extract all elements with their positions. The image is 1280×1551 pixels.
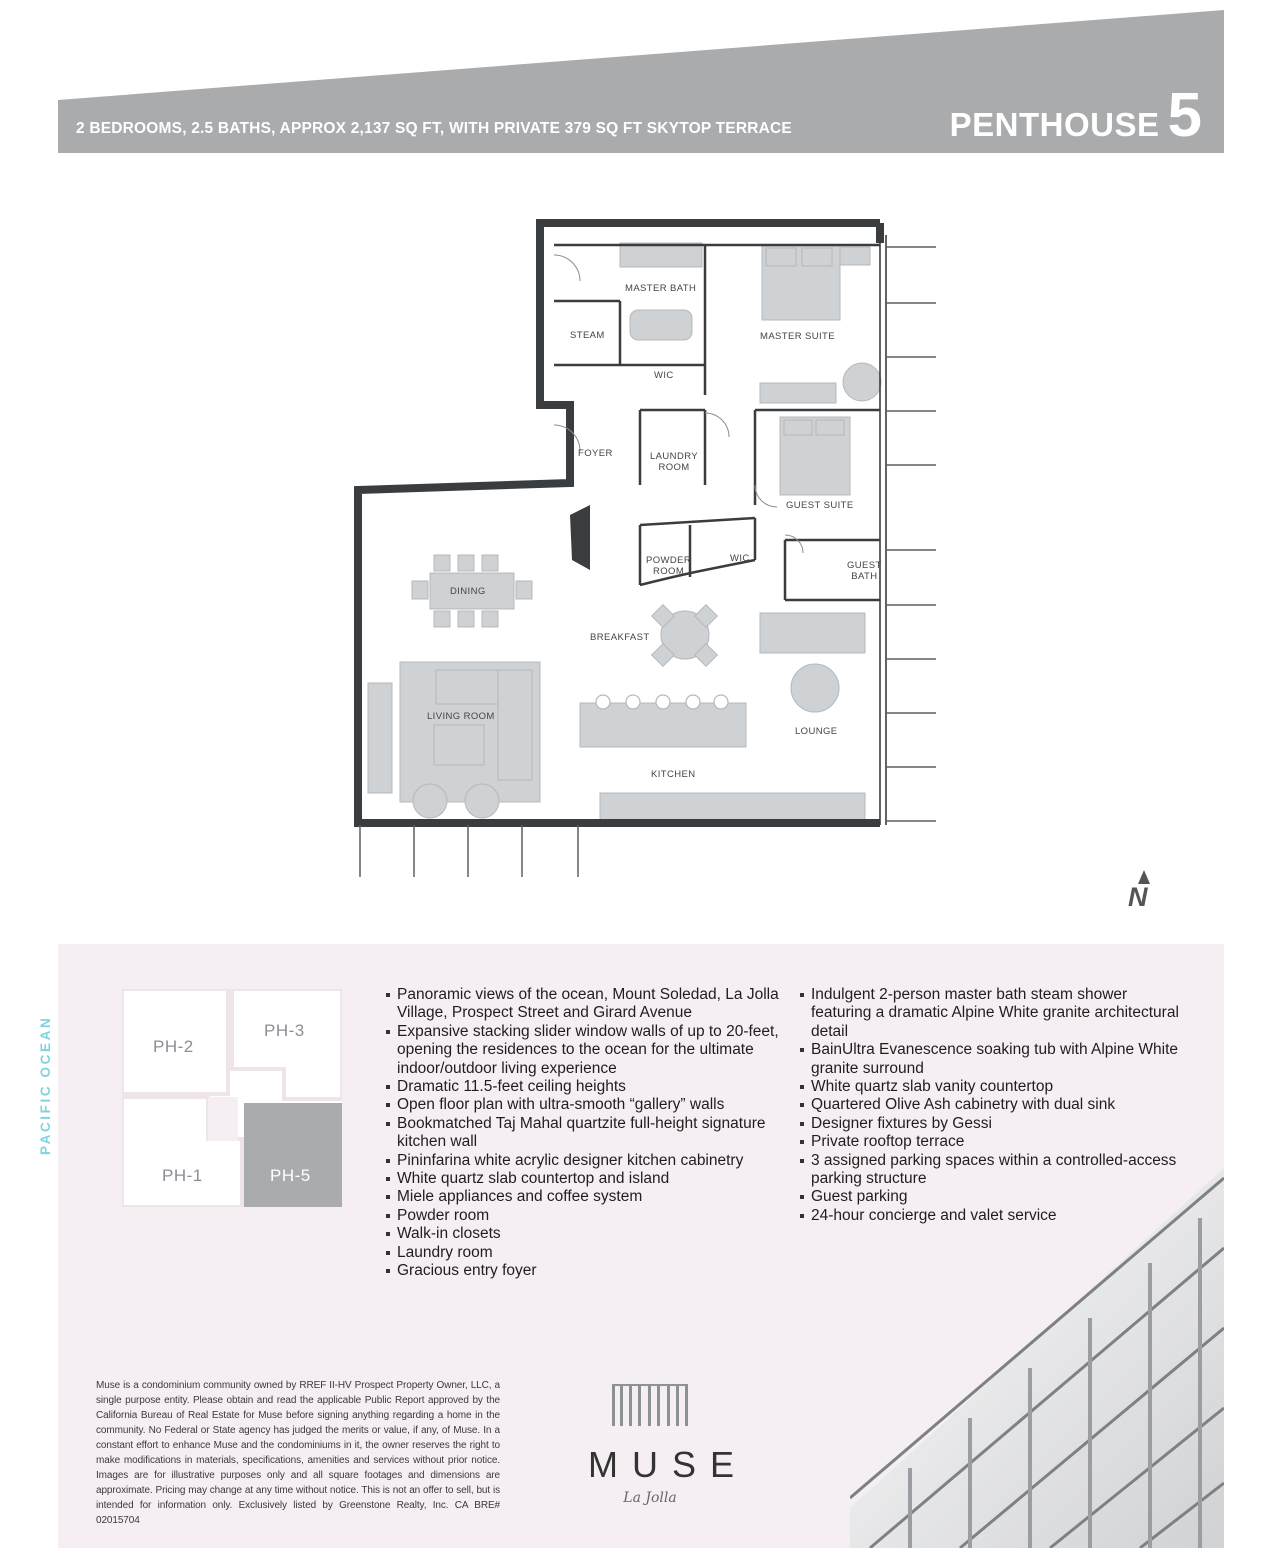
feature-item: White quartz slab vanity countertop — [799, 1078, 1179, 1096]
muse-logo — [580, 1380, 749, 1510]
room-wic-guest: WIC — [730, 553, 750, 564]
room-guest-bath-line2: BATH — [851, 571, 878, 582]
room-foyer: FOYER — [578, 448, 613, 459]
feature-item: Miele appliances and coffee system — [385, 1188, 785, 1206]
muse-logo-wordmark: MUSE — [588, 1444, 749, 1485]
room-living-room: LIVING ROOM — [427, 711, 495, 722]
room-guest-suite: GUEST SUITE — [786, 500, 854, 511]
room-laundry-line1: LAUNDRY — [650, 451, 699, 462]
features-list-left — [385, 986, 785, 1281]
feature-item: Powder room — [385, 1207, 785, 1225]
feature-item: Laundry room — [385, 1244, 785, 1262]
feature-item: Indulgent 2-person master bath steam shower featuring a dramatic Alpine White granite architectural detail — [799, 986, 1179, 1041]
room-wic-master: WIC — [654, 370, 674, 381]
room-powder-line2: ROOM — [653, 566, 685, 577]
room-dining: DINING — [450, 586, 486, 597]
room-powder — [646, 555, 691, 577]
header-banner — [0, 0, 1280, 160]
room-breakfast: BREAKFAST — [590, 632, 650, 643]
unit-title — [950, 80, 1202, 151]
feature-item: Bookmatched Taj Mahal quartzite full-height signature kitchen wall — [385, 1115, 785, 1152]
room-steam: STEAM — [570, 330, 605, 341]
unit-summary: 2 BEDROOMS, 2.5 BATHS, APPROX 2,137 SQ FT, WITH PRIVATE 379 SQ FT SKYTOP TERRACE — [76, 120, 792, 137]
room-master-bath: MASTER BATH — [625, 283, 697, 294]
key-plan — [122, 989, 342, 1207]
feature-item: Expansive stacking slider window walls of up to 20-feet, opening the residences to the ocean for the ultimate indoor/outdoor living experience — [385, 1023, 785, 1078]
muse-logo-location: La Jolla — [623, 1490, 677, 1506]
key-plan-ph3: PH-3 — [264, 1021, 305, 1040]
feature-item: 3 assigned parking spaces within a controlled-access parking structure — [799, 1152, 1179, 1189]
room-laundry — [650, 451, 698, 473]
feature-item: BainUltra Evanescence soaking tub with Alpine White granite surround — [799, 1041, 1179, 1078]
north-arrow — [1122, 868, 1156, 916]
room-lounge: LOUNGE — [795, 726, 838, 737]
feature-item: Guest parking — [799, 1188, 1179, 1206]
unit-title-word: PENTHOUSE — [949, 106, 1160, 143]
feature-item: Panoramic views of the ocean, Mount Soledad, La Jolla Village, Prospect Street and Girard Avenue — [385, 986, 785, 1023]
floor-plan-drawing — [350, 215, 940, 880]
feature-item: 24-hour concierge and valet service — [799, 1207, 1179, 1225]
room-laundry-line2: ROOM — [658, 462, 690, 473]
feature-item: Quartered Olive Ash cabinetry with dual sink — [799, 1096, 1179, 1114]
feature-item: Walk-in closets — [385, 1225, 785, 1243]
room-powder-line1: POWDER — [646, 555, 692, 566]
feature-item: Dramatic 11.5-feet ceiling heights — [385, 1078, 785, 1096]
pacific-ocean-label: PACIFIC OCEAN — [38, 1015, 53, 1155]
north-letter: N — [1128, 882, 1148, 912]
room-kitchen: KITCHEN — [651, 769, 696, 780]
building-illustration — [850, 1168, 1224, 1548]
building-facade-image — [850, 1168, 1224, 1548]
key-plan-ph2: PH-2 — [153, 1037, 194, 1056]
feature-item: Gracious entry foyer — [385, 1262, 785, 1280]
unit-title-number: 5 — [1167, 81, 1202, 150]
feature-item: Pininfarina white acrylic designer kitchen cabinetry — [385, 1152, 785, 1170]
floor-plan — [350, 215, 940, 880]
feature-item: Designer fixtures by Gessi — [799, 1115, 1179, 1133]
legal-disclaimer: Muse is a condominium community owned by RREF II-HV Prospect Property Owner, LLC, a single purpose entity. Please obtain and read the applicable Public Report approved by the California Bureau of Real Estate for Muse before signing anything regarding a home in the community. No Federal or State agency has judged the merits or value, if any, of Muse. In a constant effort to enhance Muse and the condominiums in it, the owner reserves the right to make modifications in materials, specifications, amenities and services without prior notice. Images are for illustrative purposes only and all square footages and dimensions are approximate. Pricing may change at any time without notice. This is not an offer to sell, but is intended for information only. Exclusively listed by Greenstone Realty, Inc. CA BRE# 02015704 — [96, 1380, 500, 1526]
room-guest-bath — [847, 560, 882, 582]
feature-item: Private rooftop terrace — [799, 1133, 1179, 1151]
room-master-suite: MASTER SUITE — [760, 331, 836, 342]
key-plan-ph1: PH-1 — [162, 1166, 203, 1185]
room-guest-bath-line1: GUEST — [847, 560, 882, 571]
feature-item: White quartz slab countertop and island — [385, 1170, 785, 1188]
muse-logo-mark — [612, 1380, 688, 1426]
feature-item: Open floor plan with ultra-smooth “gallery” walls — [385, 1096, 785, 1114]
key-plan-ph5-selected: PH-5 — [270, 1166, 311, 1185]
